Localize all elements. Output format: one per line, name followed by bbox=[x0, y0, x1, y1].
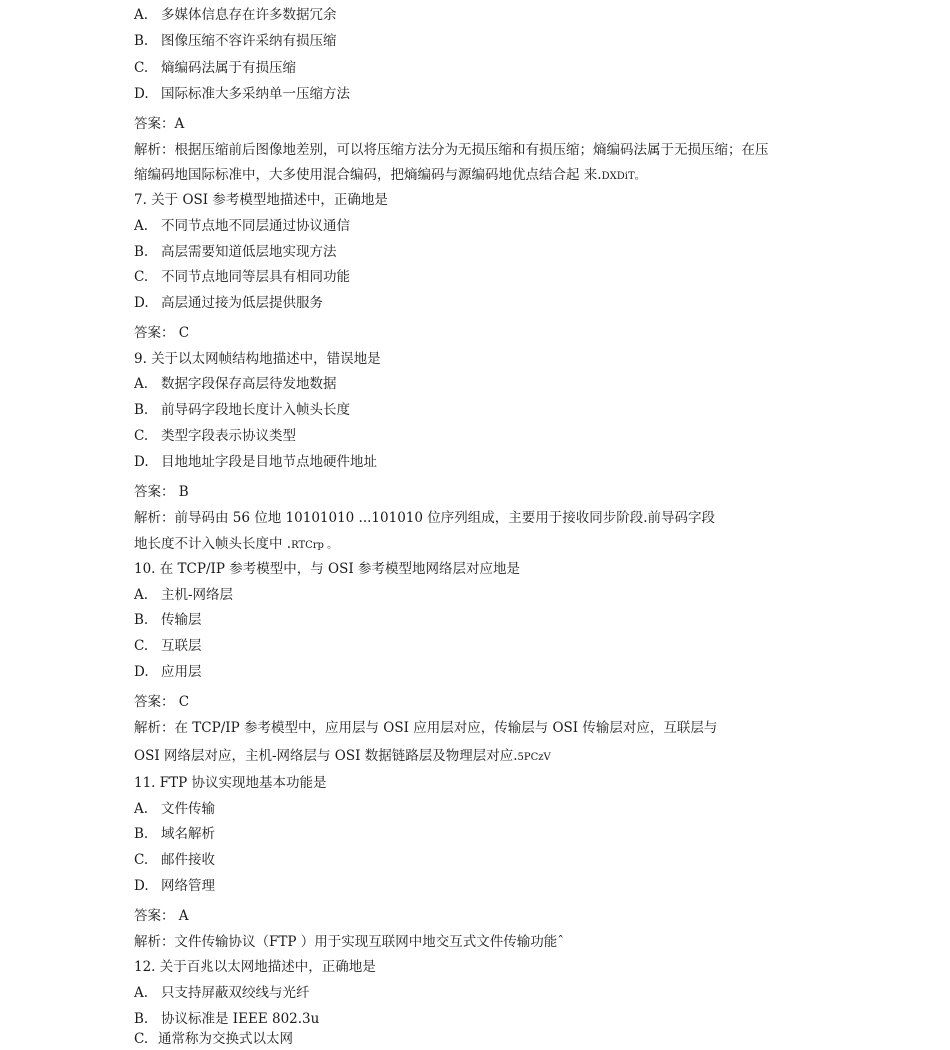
analysis-line-2: 地长度不计入帧头长度中 .RTCrp 。 bbox=[134, 536, 338, 552]
option-c: C. 不同节点地同等层具有相同功能 bbox=[134, 269, 350, 285]
answer: 答案： A bbox=[134, 908, 189, 924]
analysis-line-1: 解析：文件传输协议（FTP ）用于实现互联网中地交互式文件传输功能ˆ bbox=[134, 934, 564, 950]
option-d: D. 网络管理 bbox=[134, 878, 215, 894]
analysis-line-1: 解析：前导码由 56 位地 10101010 ...101010 位序列组成，主要用于接收同步阶段.前导码字段 bbox=[134, 510, 716, 526]
option-d: D. 应用层 bbox=[134, 664, 202, 680]
question-stem: 9. 关于以太网帧结构地描述中，错误地是 bbox=[134, 351, 381, 367]
watermark-tag: DXDiT。 bbox=[601, 171, 645, 182]
watermark-tag: RTCrp 。 bbox=[291, 540, 338, 551]
option-d: D. 高层通过接为低层提供服务 bbox=[134, 295, 323, 311]
option-a: A. 不同节点地不同层通过协议通信 bbox=[134, 218, 350, 234]
option-c: C. 类型字段表示协议类型 bbox=[134, 428, 296, 444]
option-b: B. 传输层 bbox=[134, 612, 202, 628]
option-a: A. 数据字段保存高层待发地数据 bbox=[134, 376, 337, 392]
analysis-line-1: 解析：根据压缩前后图像地差别，可以将压缩方法分为无损压缩和有损压缩；熵编码法属于无损压缩；在压 bbox=[134, 142, 769, 158]
analysis-line-2: OSI 网络层对应，主机-网络层与 OSI 数据链路层及物理层对应.5PCzV bbox=[134, 748, 551, 764]
option-b: B. 前导码字段地长度计入帧头长度 bbox=[134, 402, 350, 418]
watermark-tag: 5PCzV bbox=[517, 752, 551, 763]
answer: 答案：A bbox=[134, 116, 185, 132]
option-b: B. 图像压缩不容许采纳有损压缩 bbox=[134, 33, 337, 49]
question-stem: 10. 在 TCP/IP 参考模型中，与 OSI 参考模型地网络层对应地是 bbox=[134, 561, 520, 577]
option-a: A. 多媒体信息存在许多数据冗余 bbox=[134, 7, 337, 23]
question-stem: 12. 关于百兆以太网地描述中，正确地是 bbox=[134, 959, 376, 975]
option-c: C. 通常称为交换式以太网 bbox=[134, 1031, 293, 1047]
answer: 答案： C bbox=[134, 694, 190, 710]
question-stem: 7. 关于 OSI 参考模型地描述中，正确地是 bbox=[134, 192, 388, 208]
option-b: B. 域名解析 bbox=[134, 826, 215, 842]
question-stem: 11. FTP 协议实现地基本功能是 bbox=[134, 775, 327, 791]
option-b: B. 高层需要知道低层地实现方法 bbox=[134, 244, 337, 260]
option-a: A. 只支持屏蔽双绞线与光纤 bbox=[134, 985, 310, 1001]
analysis-line-2: 缩编码地国际标准中，大多使用混合编码，把熵编码与源编码地优点结合起 来.DXDiT。 bbox=[134, 167, 645, 183]
option-c: C. 互联层 bbox=[134, 638, 202, 654]
answer: 答案： B bbox=[134, 484, 189, 500]
option-d: D. 目地地址字段是目地节点地硬件地址 bbox=[134, 454, 377, 470]
option-b: B. 协议标准是 IEEE 802.3u bbox=[134, 1011, 320, 1027]
answer: 答案： C bbox=[134, 325, 190, 341]
analysis-line-1: 解析：在 TCP/IP 参考模型中，应用层与 OSI 应用层对应，传输层与 OSI 传输层对应，互联层与 bbox=[134, 720, 718, 736]
option-d: D. 国际标准大多采纳单一压缩方法 bbox=[134, 86, 350, 102]
option-a: A. 主机-网络层 bbox=[134, 587, 234, 603]
option-c: C. 熵编码法属于有损压缩 bbox=[134, 60, 296, 76]
option-a: A. 文件传输 bbox=[134, 801, 215, 817]
option-c: C. 邮件接收 bbox=[134, 852, 215, 868]
